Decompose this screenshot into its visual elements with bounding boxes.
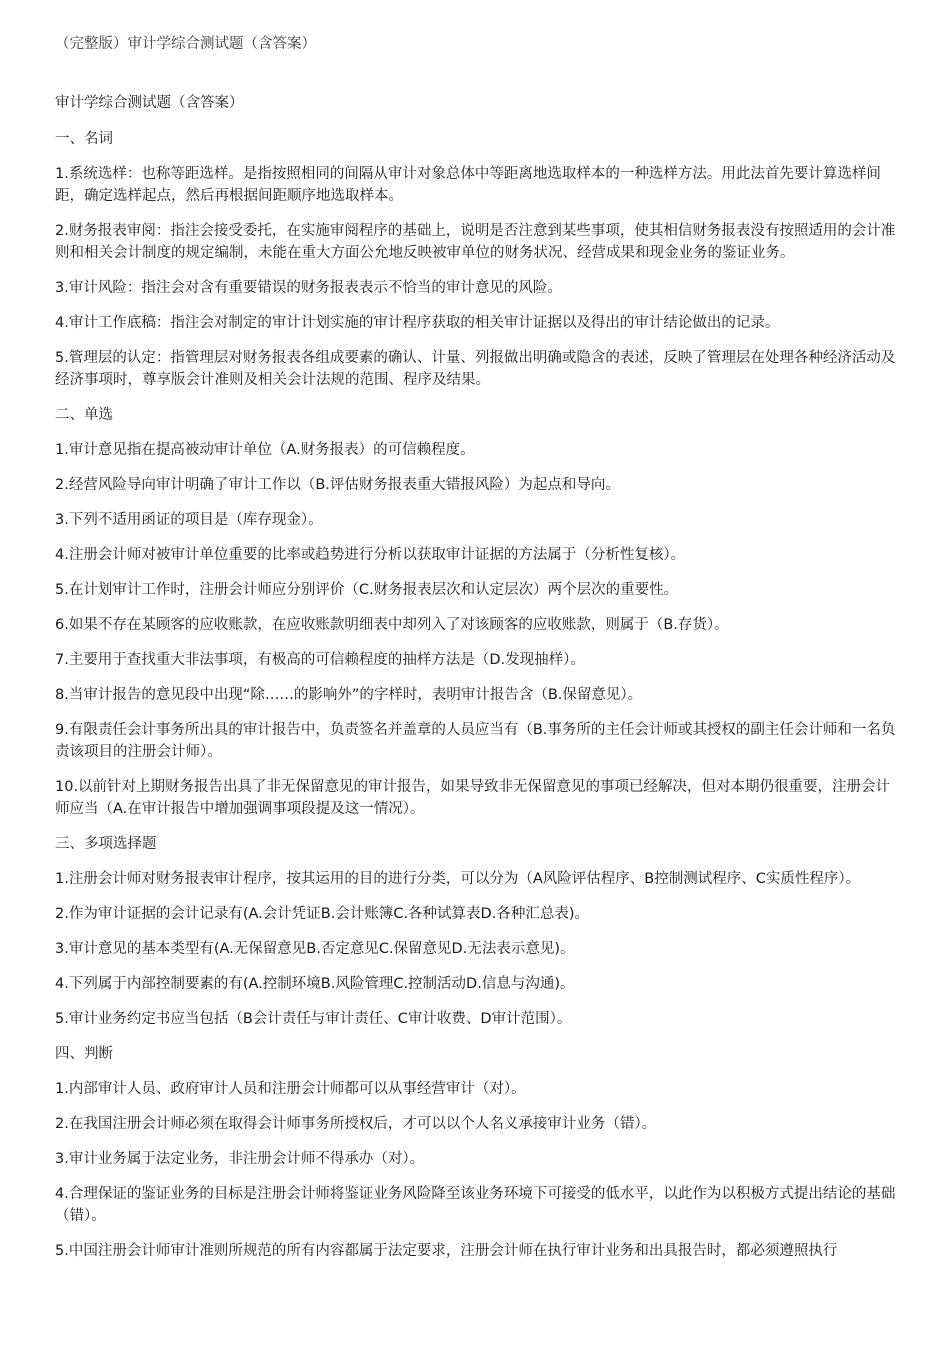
list-item: 10.以前针对上期财务报告出具了非无保留意见的审计报告，如果导致非无保留意见的事项已经解决，但对本期仍很重要，注册会计师应当（A.在审计报告中增加强调事项段提及这一情况）。 [55, 779, 891, 817]
section-multiple-choice [55, 833, 900, 1030]
section-heading: 二、单选 [55, 407, 113, 423]
document-body [55, 92, 900, 1275]
list-item: 6.如果不存在某顾客的应收账款，在应收账款明细表中却列入了对该顾客的应收账款，则属于（B.存货）。 [55, 617, 729, 633]
document-title: （完整版）审计学综合测试题（含答案） [55, 36, 316, 52]
list-item: 3.审计风险：指注会对含有重要错误的财务报表表示不恰当的审计意见的风险。 [55, 280, 562, 296]
list-item: 4.审计工作底稿：指注会对制定的审计计划实施的审计程序获取的相关审计证据以及得出的审计结论做出的记录。 [55, 315, 780, 331]
document-subtitle: 审计学综合测试题（含答案） [55, 95, 244, 111]
list-item: 5.在计划审计工作时，注册会计师应分别评价（C.财务报表层次和认定层次）两个层次的重要性。 [55, 582, 679, 598]
list-item: 1.注册会计师对财务报表审计程序，按其运用的目的进行分类，可以分为（A风险评估程序、B控制测试程序、C实质性程序）。 [55, 871, 861, 887]
list-item: 5.中国注册会计师审计准则所规范的所有内容都属于法定要求，注册会计师在执行审计业务和出具报告时，都必须遵照执行 [55, 1243, 838, 1259]
list-item: 5.管理层的认定：指管理层对财务报表各组成要素的确认、计量、列报做出明确或隐含的表述，反映了管理层在处理各种经济活动及经济事项时，尊享版会计准则及相关会计法规的范围、程序及结果。 [55, 350, 896, 388]
list-item: 2.财务报表审阅：指注会接受委托，在实施审阅程序的基础上，说明是否注意到某些事项，使其相信财务报表没有按照适用的会计准则和相关会计制度的规定编制，未能在重大方面公允地反映被审单位的财务状况、经营成果和现金业务的鉴证业务。 [55, 223, 896, 261]
section-terms [55, 128, 900, 391]
list-item: 3.下列不适用函证的项目是（库存现金）。 [55, 512, 323, 528]
list-item: 2.经营风险导向审计明确了审计工作以（B.评估财务报表重大错报风险）为起点和导向。 [55, 477, 620, 493]
list-item: 1.内部审计人员、政府审计人员和注册会计师都可以从事经营审计（对）。 [55, 1081, 526, 1097]
list-item: 1.审计意见指在提高被动审计单位（A.财务报表）的可信赖程度。 [55, 442, 475, 458]
list-item: 3.审计业务属于法定业务，非注册会计师不得承办（对）。 [55, 1151, 425, 1167]
list-item: 2.作为审计证据的会计记录有(A.会计凭证B.会计账簿C.各种试算表D.各种汇总表)。 [55, 906, 589, 922]
section-heading: 一、名词 [55, 131, 113, 147]
section-true-false [55, 1043, 900, 1262]
section-heading: 三、多项选择题 [55, 836, 157, 852]
list-item: 3.审计意见的基本类型有(A.无保留意见B.否定意见C.保留意见D.无法表示意见)。 [55, 941, 575, 957]
section-single-choice [55, 404, 900, 820]
list-item: 1.系统选样：也称等距选样。是指按照相同的间隔从审计对象总体中等距离地选取样本的一种选样方法。用此法首先要计算选样间距，确定选样起点，然后再根据间距顺序地选取样本。 [55, 166, 881, 204]
list-item: 5.审计业务约定书应当包括（B会计责任与审计责任、C审计收费、D审计范围）。 [55, 1011, 572, 1027]
list-item: 4.注册会计师对被审计单位重要的比率或趋势进行分析以获取审计证据的方法属于（分析性复核）。 [55, 547, 686, 563]
list-item: 7.主要用于查找重大非法事项，有极高的可信赖程度的抽样方法是（D.发现抽样）。 [55, 652, 585, 668]
list-item: 8.当审计报告的意见段中出现“除……的影响外”的字样时，表明审计报告含（B.保留意见）。 [55, 687, 643, 703]
list-item: 9.有限责任会计事务所出具的审计报告中，负责签名并盖章的人员应当有（B.事务所的主任会计师或其授权的副主任会计师和一名负责该项目的注册会计师）。 [55, 722, 896, 760]
list-item: 4.合理保证的鉴证业务的目标是注册会计师将鉴证业务风险降至该业务环境下可接受的低水平，以此作为以积极方式提出结论的基础（错）。 [55, 1186, 896, 1224]
section-heading: 四、判断 [55, 1046, 113, 1062]
list-item: 2.在我国注册会计师必须在取得会计师事务所授权后，才可以以个人名义承接审计业务（错）。 [55, 1116, 657, 1132]
list-item: 4.下列属于内部控制要素的有(A.控制环境B.风险管理C.控制活动D.信息与沟通)。 [55, 976, 575, 992]
